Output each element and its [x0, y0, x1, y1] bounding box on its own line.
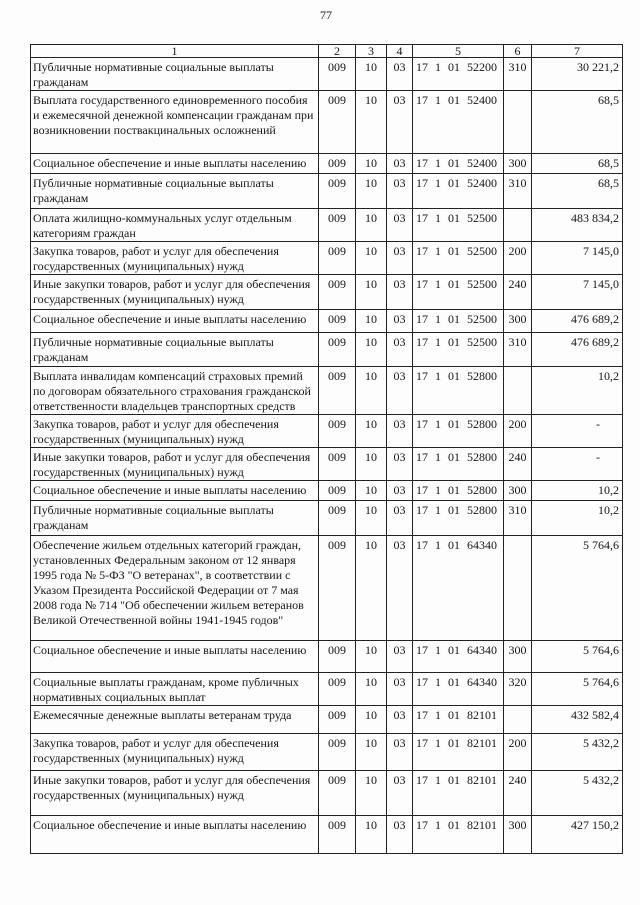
ministry-code-cell: 009: [319, 673, 356, 706]
ministry-code-cell: 009: [319, 209, 356, 242]
table-row: [31, 91, 623, 154]
subsection-cell: 03: [387, 91, 413, 154]
ministry-code-cell: 009: [319, 275, 356, 310]
amount-cell: 476 689,2: [532, 333, 623, 367]
column-header-3: 3: [356, 45, 387, 58]
expense-type-cell: 300: [504, 481, 532, 501]
section-cell: 10: [356, 367, 387, 415]
amount-cell: 68,5: [532, 174, 623, 209]
ministry-code-cell: 009: [319, 242, 356, 275]
target-article-cell: 17 1 01 52200: [413, 58, 504, 91]
subsection-cell: 03: [387, 734, 413, 771]
table-row: [31, 816, 623, 854]
section-cell: 10: [356, 816, 387, 854]
description-cell: Социальное обеспечение и иные выплаты населению: [31, 481, 319, 501]
ministry-code-cell: 009: [319, 154, 356, 174]
ministry-code-cell: 009: [319, 333, 356, 367]
table-row: [31, 536, 623, 641]
section-cell: 10: [356, 771, 387, 816]
amount-cell: 68,5: [532, 91, 623, 154]
column-header-6: 6: [504, 45, 532, 58]
subsection-cell: 03: [387, 706, 413, 734]
subsection-cell: 03: [387, 367, 413, 415]
target-article-cell: 17 1 01 52400: [413, 174, 504, 209]
description-cell: Социальное обеспечение и иные выплаты населению: [31, 641, 319, 673]
table-row: [31, 333, 623, 367]
table-row: [31, 706, 623, 734]
target-article-cell: 17 1 01 52800: [413, 481, 504, 501]
description-cell: Ежемесячные денежные выплаты ветеранам труда: [31, 706, 319, 734]
expense-type-cell: [504, 91, 532, 154]
subsection-cell: 03: [387, 673, 413, 706]
subsection-cell: 03: [387, 242, 413, 275]
subsection-cell: 03: [387, 481, 413, 501]
table-row: [31, 481, 623, 501]
target-article-cell: 17 1 01 64340: [413, 536, 504, 641]
description-cell: Социальное обеспечение и иные выплаты населению: [31, 310, 319, 333]
ministry-code-cell: 009: [319, 91, 356, 154]
target-article-cell: 17 1 01 52800: [413, 415, 504, 448]
expense-type-cell: 300: [504, 816, 532, 854]
table-row: [31, 448, 623, 481]
table-row: [31, 174, 623, 209]
expense-type-cell: 300: [504, 641, 532, 673]
subsection-cell: 03: [387, 816, 413, 854]
description-cell: Публичные нормативные социальные выплаты гражданам: [31, 333, 319, 367]
ministry-code-cell: 009: [319, 310, 356, 333]
subsection-cell: 03: [387, 501, 413, 536]
subsection-cell: 03: [387, 771, 413, 816]
section-cell: 10: [356, 154, 387, 174]
section-cell: 10: [356, 501, 387, 536]
table-body: [31, 58, 623, 854]
table-row: [31, 771, 623, 816]
section-cell: 10: [356, 481, 387, 501]
description-cell: Иные закупки товаров, работ и услуг для обеспечения государственных (муниципальных) нужд: [31, 448, 319, 481]
expense-type-cell: 240: [504, 275, 532, 310]
subsection-cell: 03: [387, 275, 413, 310]
description-cell: Социальное обеспечение и иные выплаты населению: [31, 816, 319, 854]
subsection-cell: 03: [387, 333, 413, 367]
amount-cell: 5 764,6: [532, 536, 623, 641]
target-article-cell: 17 1 01 52500: [413, 275, 504, 310]
target-article-cell: 17 1 01 52800: [413, 367, 504, 415]
amount-cell: 483 834,2: [532, 209, 623, 242]
amount-cell: 427 150,2: [532, 816, 623, 854]
section-cell: 10: [356, 673, 387, 706]
expense-type-cell: 240: [504, 448, 532, 481]
subsection-cell: 03: [387, 415, 413, 448]
section-cell: 10: [356, 415, 387, 448]
amount-cell: 5 432,2: [532, 734, 623, 771]
subsection-cell: 03: [387, 58, 413, 91]
ministry-code-cell: 009: [319, 481, 356, 501]
amount-cell: 7 145,0: [532, 242, 623, 275]
section-cell: 10: [356, 209, 387, 242]
target-article-cell: 17 1 01 52800: [413, 448, 504, 481]
target-article-cell: 17 1 01 52500: [413, 333, 504, 367]
description-cell: Социальное обеспечение и иные выплаты населению: [31, 154, 319, 174]
page-number: 77: [320, 8, 332, 22]
expense-type-cell: 200: [504, 242, 532, 275]
table-row: [31, 242, 623, 275]
ministry-code-cell: 009: [319, 816, 356, 854]
description-cell: Закупка товаров, работ и услуг для обеспечения государственных (муниципальных) нужд: [31, 415, 319, 448]
ministry-code-cell: 009: [319, 734, 356, 771]
table-row: [31, 58, 623, 91]
section-cell: 10: [356, 174, 387, 209]
expense-type-cell: 310: [504, 333, 532, 367]
target-article-cell: 17 1 01 52400: [413, 154, 504, 174]
expense-type-cell: 310: [504, 501, 532, 536]
expense-type-cell: [504, 536, 532, 641]
expense-type-cell: [504, 367, 532, 415]
section-cell: 10: [356, 310, 387, 333]
target-article-cell: 17 1 01 64340: [413, 641, 504, 673]
subsection-cell: 03: [387, 174, 413, 209]
subsection-cell: 03: [387, 536, 413, 641]
subsection-cell: 03: [387, 448, 413, 481]
section-cell: 10: [356, 333, 387, 367]
target-article-cell: 17 1 01 64340: [413, 673, 504, 706]
description-cell: Обеспечение жильем отдельных категорий граждан, установленных Федеральным законом от 12 января 1995 года № 5-ФЗ "О ветеранах", в соответствии с Указом Президента Российской Федерации от 7 мая 2008 года № 714 "Об обеспечении жильем ветеранов Великой Отечественной войны 1941-1945 годов": [31, 536, 319, 641]
amount-cell: 30 221,2: [532, 58, 623, 91]
target-article-cell: 17 1 01 52500: [413, 209, 504, 242]
table-header-row: [31, 45, 623, 58]
description-cell: Публичные нормативные социальные выплаты гражданам: [31, 501, 319, 536]
target-article-cell: 17 1 01 82101: [413, 734, 504, 771]
table-row: [31, 673, 623, 706]
table-row: [31, 641, 623, 673]
expense-type-cell: 240: [504, 771, 532, 816]
target-article-cell: 17 1 01 82101: [413, 816, 504, 854]
description-cell: Оплата жилищно-коммунальных услуг отдельным категориям граждан: [31, 209, 319, 242]
ministry-code-cell: 009: [319, 536, 356, 641]
expense-type-cell: 200: [504, 734, 532, 771]
ministry-code-cell: 009: [319, 415, 356, 448]
table-row: [31, 734, 623, 771]
column-header-1: 1: [31, 45, 319, 58]
amount-cell: 432 582,4: [532, 706, 623, 734]
description-cell: Публичные нормативные социальные выплаты гражданам: [31, 174, 319, 209]
expense-type-cell: [504, 706, 532, 734]
expense-type-cell: 200: [504, 415, 532, 448]
description-cell: Закупка товаров, работ и услуг для обеспечения государственных (муниципальных) нужд: [31, 734, 319, 771]
amount-cell: 5 432,2: [532, 771, 623, 816]
amount-cell: 10,2: [532, 501, 623, 536]
target-article-cell: 17 1 01 52500: [413, 310, 504, 333]
column-header-4: 4: [387, 45, 413, 58]
section-cell: 10: [356, 706, 387, 734]
table-row: [31, 310, 623, 333]
table-row: [31, 209, 623, 242]
target-article-cell: 17 1 01 52500: [413, 242, 504, 275]
expense-type-cell: [504, 209, 532, 242]
target-article-cell: 17 1 01 82101: [413, 771, 504, 816]
ministry-code-cell: 009: [319, 641, 356, 673]
ministry-code-cell: 009: [319, 367, 356, 415]
expense-type-cell: 320: [504, 673, 532, 706]
description-cell: Выплата инвалидам компенсаций страховых премий по договорам обязательного страхования гражданской ответственности владельцев транспортных средств: [31, 367, 319, 415]
section-cell: 10: [356, 734, 387, 771]
ministry-code-cell: 009: [319, 706, 356, 734]
description-cell: Публичные нормативные социальные выплаты гражданам: [31, 58, 319, 91]
ministry-code-cell: 009: [319, 501, 356, 536]
expense-type-cell: 300: [504, 154, 532, 174]
table-row: [31, 154, 623, 174]
section-cell: 10: [356, 641, 387, 673]
amount-cell: 476 689,2: [532, 310, 623, 333]
ministry-code-cell: 009: [319, 448, 356, 481]
amount-cell: 7 145,0: [532, 275, 623, 310]
subsection-cell: 03: [387, 209, 413, 242]
description-cell: Иные закупки товаров, работ и услуг для обеспечения государственных (муниципальных) нужд: [31, 275, 319, 310]
subsection-cell: 03: [387, 310, 413, 333]
amount-cell: 5 764,6: [532, 673, 623, 706]
amount-cell: 10,2: [532, 367, 623, 415]
section-cell: 10: [356, 91, 387, 154]
section-cell: 10: [356, 242, 387, 275]
table-row: [31, 275, 623, 310]
ministry-code-cell: 009: [319, 771, 356, 816]
description-cell: Социальные выплаты гражданам, кроме публичных нормативных социальных выплат: [31, 673, 319, 706]
budget-table: [30, 44, 623, 854]
section-cell: 10: [356, 58, 387, 91]
ministry-code-cell: 009: [319, 174, 356, 209]
amount-cell: 10,2: [532, 481, 623, 501]
subsection-cell: 03: [387, 641, 413, 673]
target-article-cell: 17 1 01 52800: [413, 501, 504, 536]
amount-cell: -: [532, 415, 623, 448]
description-cell: Иные закупки товаров, работ и услуг для обеспечения государственных (муниципальных) нужд: [31, 771, 319, 816]
expense-type-cell: 310: [504, 58, 532, 91]
subsection-cell: 03: [387, 154, 413, 174]
table-row: [31, 501, 623, 536]
target-article-cell: 17 1 01 52400: [413, 91, 504, 154]
target-article-cell: 17 1 01 82101: [413, 706, 504, 734]
amount-cell: 68,5: [532, 154, 623, 174]
description-cell: Выплата государственного единовременного пособия и ежемесячной денежной компенсации гражданам при возникновении поствакцинальных осложнений: [31, 91, 319, 154]
table-row: [31, 415, 623, 448]
column-header-7: 7: [532, 45, 623, 58]
section-cell: 10: [356, 448, 387, 481]
ministry-code-cell: 009: [319, 58, 356, 91]
description-cell: Закупка товаров, работ и услуг для обеспечения государственных (муниципальных) нужд: [31, 242, 319, 275]
amount-cell: 5 764,6: [532, 641, 623, 673]
amount-cell: -: [532, 448, 623, 481]
column-header-5: 5: [413, 45, 504, 58]
table-row: [31, 367, 623, 415]
expense-type-cell: 310: [504, 174, 532, 209]
section-cell: 10: [356, 275, 387, 310]
expense-type-cell: 300: [504, 310, 532, 333]
section-cell: 10: [356, 536, 387, 641]
column-header-2: 2: [319, 45, 356, 58]
